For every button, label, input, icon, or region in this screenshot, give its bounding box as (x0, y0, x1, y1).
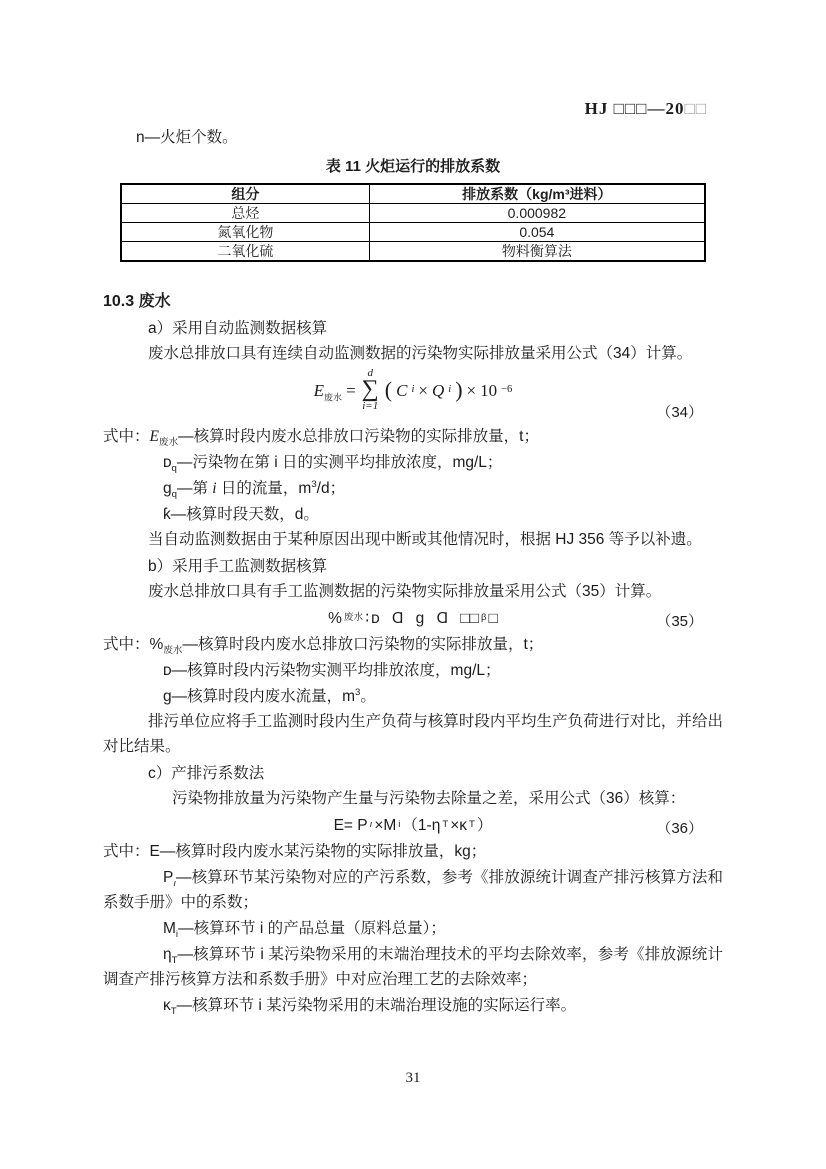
formula-35-number: （35） (656, 613, 703, 630)
where-clause-36: 式中：E—核算时段内废水某污染物的实际排放量，kg； (103, 843, 487, 860)
var-c: C (396, 380, 408, 400)
var-q: Q (431, 380, 445, 400)
formula-lhs: $E_{废水}$ (313, 380, 343, 402)
lead-line: n—火炬个数。 (136, 129, 238, 146)
formula-34-expression: $E_{废水}$ = d ∑ i=1 ( C i × Q i ) × 10 −6 (313, 367, 513, 412)
table-cell: 0.000982 (369, 204, 705, 223)
table-header-row (121, 184, 705, 204)
formula-36-number: （36） (656, 820, 703, 837)
power-base: 10 (480, 380, 498, 400)
definition-item: ɡ—核算时段内废水流量，$m^3$。 (163, 686, 376, 705)
formula-35 (103, 605, 723, 631)
table-cell: 氮氧化物 (121, 223, 369, 242)
summation-symbol: d ∑ i=1 (361, 367, 379, 412)
formula-36-expression: E= P ı ×M i （1-η T ×κ T ） (333, 816, 493, 834)
item-a-paragraph: 废水总排放口具有连续自动监测数据的污染物实际排放量采用公式（34）计算。 (148, 345, 693, 362)
table-row (121, 204, 705, 223)
col-header-component: 组分 (121, 184, 369, 204)
definition-item: ᴅ$_q$—污染物在第 i 日的实测平均排放浓度，mg/L； (163, 454, 503, 475)
where-clause-35: 式中：$\%_{废水}—$核算时段内废水总排放口污染物的实际排放量，t； (103, 636, 544, 657)
definition-item: ƙ—核算时段天数，d。 (163, 506, 319, 523)
where-clause-34: 式中：$E_{废水}—$核算时段内废水总排放口污染物的实际排放量，t； (103, 428, 539, 449)
formula-35-expression: % 废水 ∶ ᴅ Ɑ ɡ Ɑ □□ β □ (328, 609, 498, 627)
table-cell: 0.054 (369, 223, 705, 242)
table-row (121, 242, 705, 262)
right-paren: ) (455, 377, 463, 402)
section-heading-10-3: 10.3 废水 (103, 293, 171, 310)
item-a-label: a）采用自动监测数据核算 (148, 320, 328, 337)
doc-code-header: HJ □□□—20□□ (584, 99, 707, 118)
table-row (121, 223, 705, 242)
col-header-factor: 排放系数（kg/m³进料） (369, 184, 705, 204)
definition-item: $M_i—$核算环节 i 的产品总量（原料总量）； (163, 920, 446, 941)
item-b-paragraph: 废水总排放口具有手工监测数据的污染物实际排放量采用公式（35）计算。 (148, 583, 662, 600)
definition-item: $\eta_T—$核算环节 i 某污染物采用的末端治理技术的平均去除效率，参考《排放源统计调查产排污核算方法和系数手册》中对应治理工艺的去除效率； (103, 946, 723, 988)
times-sign: × (466, 380, 477, 400)
definition-item: ɡ$_q$—第 i 日的流量，$m^3/d$； (163, 478, 346, 501)
item-c-label: c）产排污系数法 (148, 765, 265, 782)
definition-item: $P_ı—$核算环节某污染物对应的产污系数，参考《排放源统计调查产排污核算方法和系数手册》中的系数； (103, 869, 723, 911)
formula-34 (103, 368, 723, 422)
page-number: 31 (405, 1070, 421, 1086)
formula-34-number: （34） (656, 404, 703, 421)
table-cell: 物料衡算法 (369, 242, 705, 262)
note-paragraph: 当自动监测数据由于某种原因出现中断或其他情况时，根据 HJ 356 等予以补遗。 (148, 531, 702, 548)
item-c-paragraph: 污染物排放量为污染物产生量与污染物去除量之差，采用公式（36）核算： (172, 790, 686, 807)
table-cell: 二氧化硫 (121, 242, 369, 262)
comparison-paragraph: 排污单位应将手工监测时段内生产负荷与核算时段内平均生产负荷进行对比，并给出对比结果。 (103, 713, 723, 755)
definition-item: ᴅ—核算时段内污染物实测平均排放浓度，mg/L； (163, 662, 501, 679)
emission-factor-table (120, 183, 706, 262)
table-cell: 总烃 (121, 204, 369, 223)
equals-sign: = (346, 380, 356, 400)
page-content (103, 0, 723, 1018)
table-caption: 表 11 火炬运行的排放系数 (325, 158, 501, 175)
item-b-label: b）采用手工监测数据核算 (148, 558, 328, 575)
left-paren: ( (384, 377, 393, 402)
times-sign: × (418, 380, 428, 400)
definition-item: $\kappa_T—$核算环节 i 某污染物采用的末端治理设施的实际运行率。 (163, 997, 577, 1018)
formula-36 (103, 812, 723, 838)
